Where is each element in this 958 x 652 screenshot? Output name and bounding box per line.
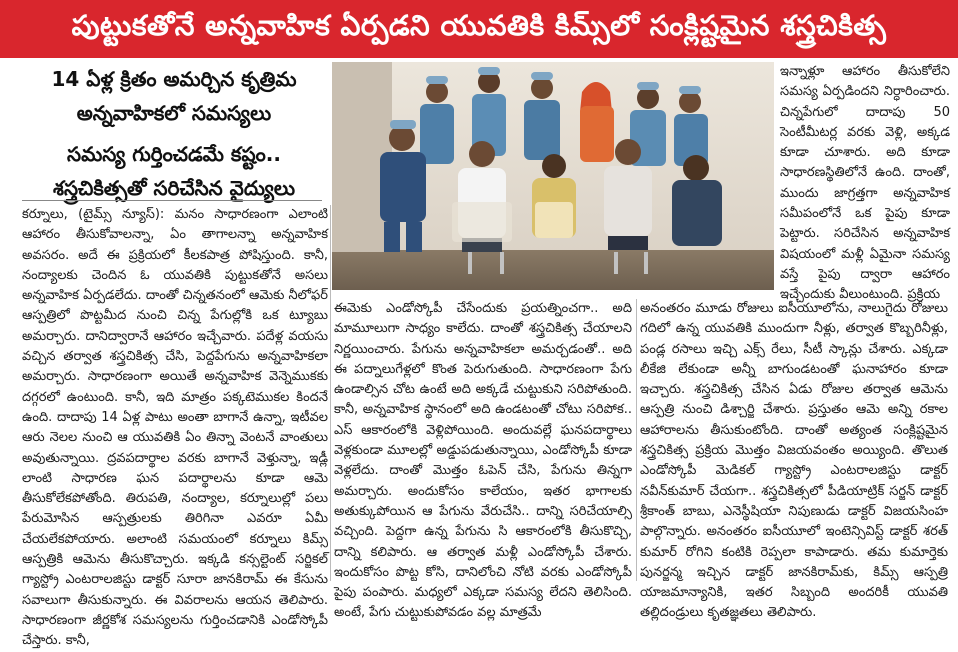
paragraph: కర్నూలు, (టైమ్స్ న్యూస్): మనం సాధారణంగా ఎలాంటి ఆహారం తీసుకోవాలన్నా, ఏం తాగాలన్నా అన్నవాహిక అవసరం. అదే ఈ ప్రక్రియలో కీలకపాత్ర పోషిస్తుంది. కానీ, నంద్యాలకు చెందిన ఓ యువతికి పుట్టుకతోనే అసలు అన్నవాహిక ఏర్పడలేదు. దాంతో చిన్నతనంలో ఆమెకు నీలోఫర్ ఆస్పత్రిలో పొట్టమీద నుంచి చిన్న పేగుల్లోకి ఒక ట్యూబు అమర్చారు. దానిద్వారానే ఆహారం ఇచ్చేవారు. పదేళ్ల వయసు వచ్చిన తర్వాత శస్త్రచికిత్స చేసి, పెద్దపేగును అన్నవాహికలా అమర్చారు. సాధారణంగా అయితే అన్నవాహిక వెన్నెముకకు దగ్గరలో ఉంటుంది. కానీ, ఇది మాత్రం పక్కటెముకల కిందనే ఉంది. దాదాపు 14 ఏళ్ల పాటు అంతా బాగానే ఉన్నా, ఇటీవల ఆరు నెలల నుంచి ఆ యువతికి ఏం తిన్నా వెంటనే వాంతులు అవుతున్నాయి. ద్రవపదార్థాల వరకు బాగానే వెళ్తున్నా, ఇడ్లీ లాంటి సాధారణ ఘన పదార్థాలను కూడా ఆమె తీసుకోలేకపోతోంది. తిరుపతి, నంద్యాల, కర్నూలుల్లో పలు పేరుమోసిన ఆస్పత్రులకు తిరిగినా ఎవరూ ఏమీ చేయలేకపోయారు. అలాంటి సమయంలో కర్నూలు కిమ్స్ ఆస్పత్రికి ఆమెను తీసుకొచ్చారు. ఇక్కడి కన్సల్టెంట్ సర్జికల్ గ్యాస్ట్రో ఎంటరాలజిస్టు డాక్టర్ సూరా జానకిరామ్ ఈ కేసును సవాలుగా తీసుకున్నారు. ఈ వివరాలను ఆయన తెలిపారు. సాధారణంగా జీర్ణకోశ సమస్యలను గుర్తించడానికి ఎండోస్కోపీ చేస్తారు. కానీ, bbox=[22, 207, 328, 649]
group-photo bbox=[332, 62, 774, 290]
article-column-2 bbox=[334, 299, 632, 621]
article-column-4 bbox=[780, 62, 950, 303]
deck-line-1: 14 ఏళ్ల క్రితం అమర్చిన కృత్రిమ అన్నవాహికలో సమస్యలు bbox=[51, 67, 297, 125]
article-column-3 bbox=[640, 299, 948, 621]
headline: పుట్టుకతోనే అన్నవాహిక ఏర్పడని యువతికి కిమ్స్‌లో సంక్లిష్టమైన శస్త్రచికిత్స bbox=[71, 9, 887, 42]
group-photo-image bbox=[332, 62, 774, 290]
deck-line-2: సమస్య గుర్తించడమే కష్టం.. శస్త్రచికిత్సతో సరిచేసిన వైద్యులు bbox=[53, 142, 295, 200]
headline-banner bbox=[0, 0, 958, 58]
article-column-1 bbox=[22, 205, 328, 649]
paragraph: ఈమెకు ఎండోస్కోపీ చేసేందుకు ప్రయత్నించగా.. అది మామూలుగా సాధ్యం కాలేదు. దాంతో శస్త్రచికిత్స చేయాలని నిర్ణయించారు. పేగును అన్నవాహికలా అమర్చడంతో.. అది ఈ పద్నాలుగేళ్లలో కొంత పెరుగుతుంది. సాధారణంగా పేగు ఉండాల్సిన చోట ఉంటే అది అక్కడే చుట్టుకుని సరిపోతుంది. కానీ, అన్నవాహిక స్థానంలో అది ఉండటంతో చోటు సరిపోక.. ఎస్ ఆకారంలోకి వెళ్లిపోయింది. అందువల్లే ఘనపదార్థాలు వెళ్లకుండా మూలల్లో అడ్డుపడుతున్నాయి, ఎండోస్కోపీ కూడా వెళ్లలేదు. దాంతో మొత్తం ఓపెన్ చేసి, పేగును తిన్నగా అమర్చారు. అందుకోసం కాలేయం, ఇతర భాగాలకు అతుక్కుపోయిన ఆ పేగును వేరుచేసి.. దాన్ని సరిచేయాల్సి వచ్చింది. పెద్దగా ఉన్న పేగును సి ఆకారంలోకి తీసుకొచ్చి, దాన్ని కలిపారు. ఆ తర్వాత మళ్లీ ఎండోస్కోపీ చేశారు. ఇందుకోసం పొట్ట కోసి, దానిలోంచి నోటి వరకు ఎండోస్కోపీ పైపు పంపారు. మధ్యలో ఎక్కడా సమస్య లేదని తెలిసింది. అంటే, పేగు చుట్టుకుపోవడం వల్ల మాత్రమే bbox=[334, 301, 632, 621]
deck-divider bbox=[22, 200, 322, 201]
paragraph: అనంతరం మూడు రోజులు ఐసీయూలోను, నాలుగైదు రోజులు గదిలో ఉన్న యువతికి ముందుగా నీళ్లు, తర్వాత కొబ్బరినీళ్లు, పండ్ల రసాలు ఇచ్చి ఎక్స్ రేలు, సీటీ స్కాన్లు చేశారు. ఎక్కడా లీకేజి లేకుండా అన్నీ బాగుండటంతో ఘనాహారం కూడా ఇచ్చారు. శస్త్రచికిత్స చేసిన ఏడు రోజుల తర్వాత ఆమెను ఆస్పత్రి నుంచి డిశ్చార్జి చేశారు. ప్రస్తుతం ఆమె అన్ని రకాల ఆహారాలను తీసుకుంటోంది. దాంతో అత్యంత సంక్లిష్టమైన శస్త్రచికిత్స ప్రక్రియ మొత్తం విజయవంతం అయ్యింది. తొలుత ఎండోస్కోపీ మెడికల్ గ్యాస్ట్రో ఎంటరాలజిస్టు డాక్టర్ నవీన్‌కుమార్ చేయగా.. శస్త్రచికిత్సలో పీడియాట్రిక్ సర్జన్ డాక్టర్ శ్రీకాంత్ బాబు, ఎనెస్థీషియా నిపుణుడు డాక్టర్ విజయసింహ పాల్గొన్నారు. అనంతరం ఐసీయూలో ఇంటెన్సివిస్ట్ డాక్టర్ శరత్ కుమార్ రోగిని కంటికి రెప్పలా కాపాడారు. తమ కుమార్తెకు పునర్జన్మ ఇచ్చిన డాక్టర్ జానకిరామ్‌కు, కిమ్స్ ఆస్పత్రి యాజమాన్యానికి, ఇతర సిబ్బంది అందరికీ యువతి తల్లిదండ్రులు కృతజ్ఞతలు తెలిపారు. bbox=[640, 301, 948, 621]
paragraph: ఇన్నాళ్లూ ఆహారం తీసుకోలేని సమస్య ఏర్పడిందని నిర్ధారించారు. చిన్నపేగులో దాదాపు 50 సెంటీమీటర్ల వరకు వెళ్లి, అక్కడ కూడా చూశారు. అది కూడా సాధారణస్థితిలోనే ఉంది. దాంతో, ముందు జాగ్రత్తగా అన్నవాహిక సమీపంలోనే ఒక పైపు కూడా పెట్టారు. సరిచేసిన అన్నవాహిక విషయంలో మళ్లీ ఏమైనా సమస్య వస్తే పైపు ద్వారా ఆహారం ఇచ్చేందుకు వీలుంటుంది. ప్రక్రియ bbox=[780, 64, 950, 303]
column-rule bbox=[636, 299, 637, 581]
column-rule bbox=[330, 205, 331, 581]
